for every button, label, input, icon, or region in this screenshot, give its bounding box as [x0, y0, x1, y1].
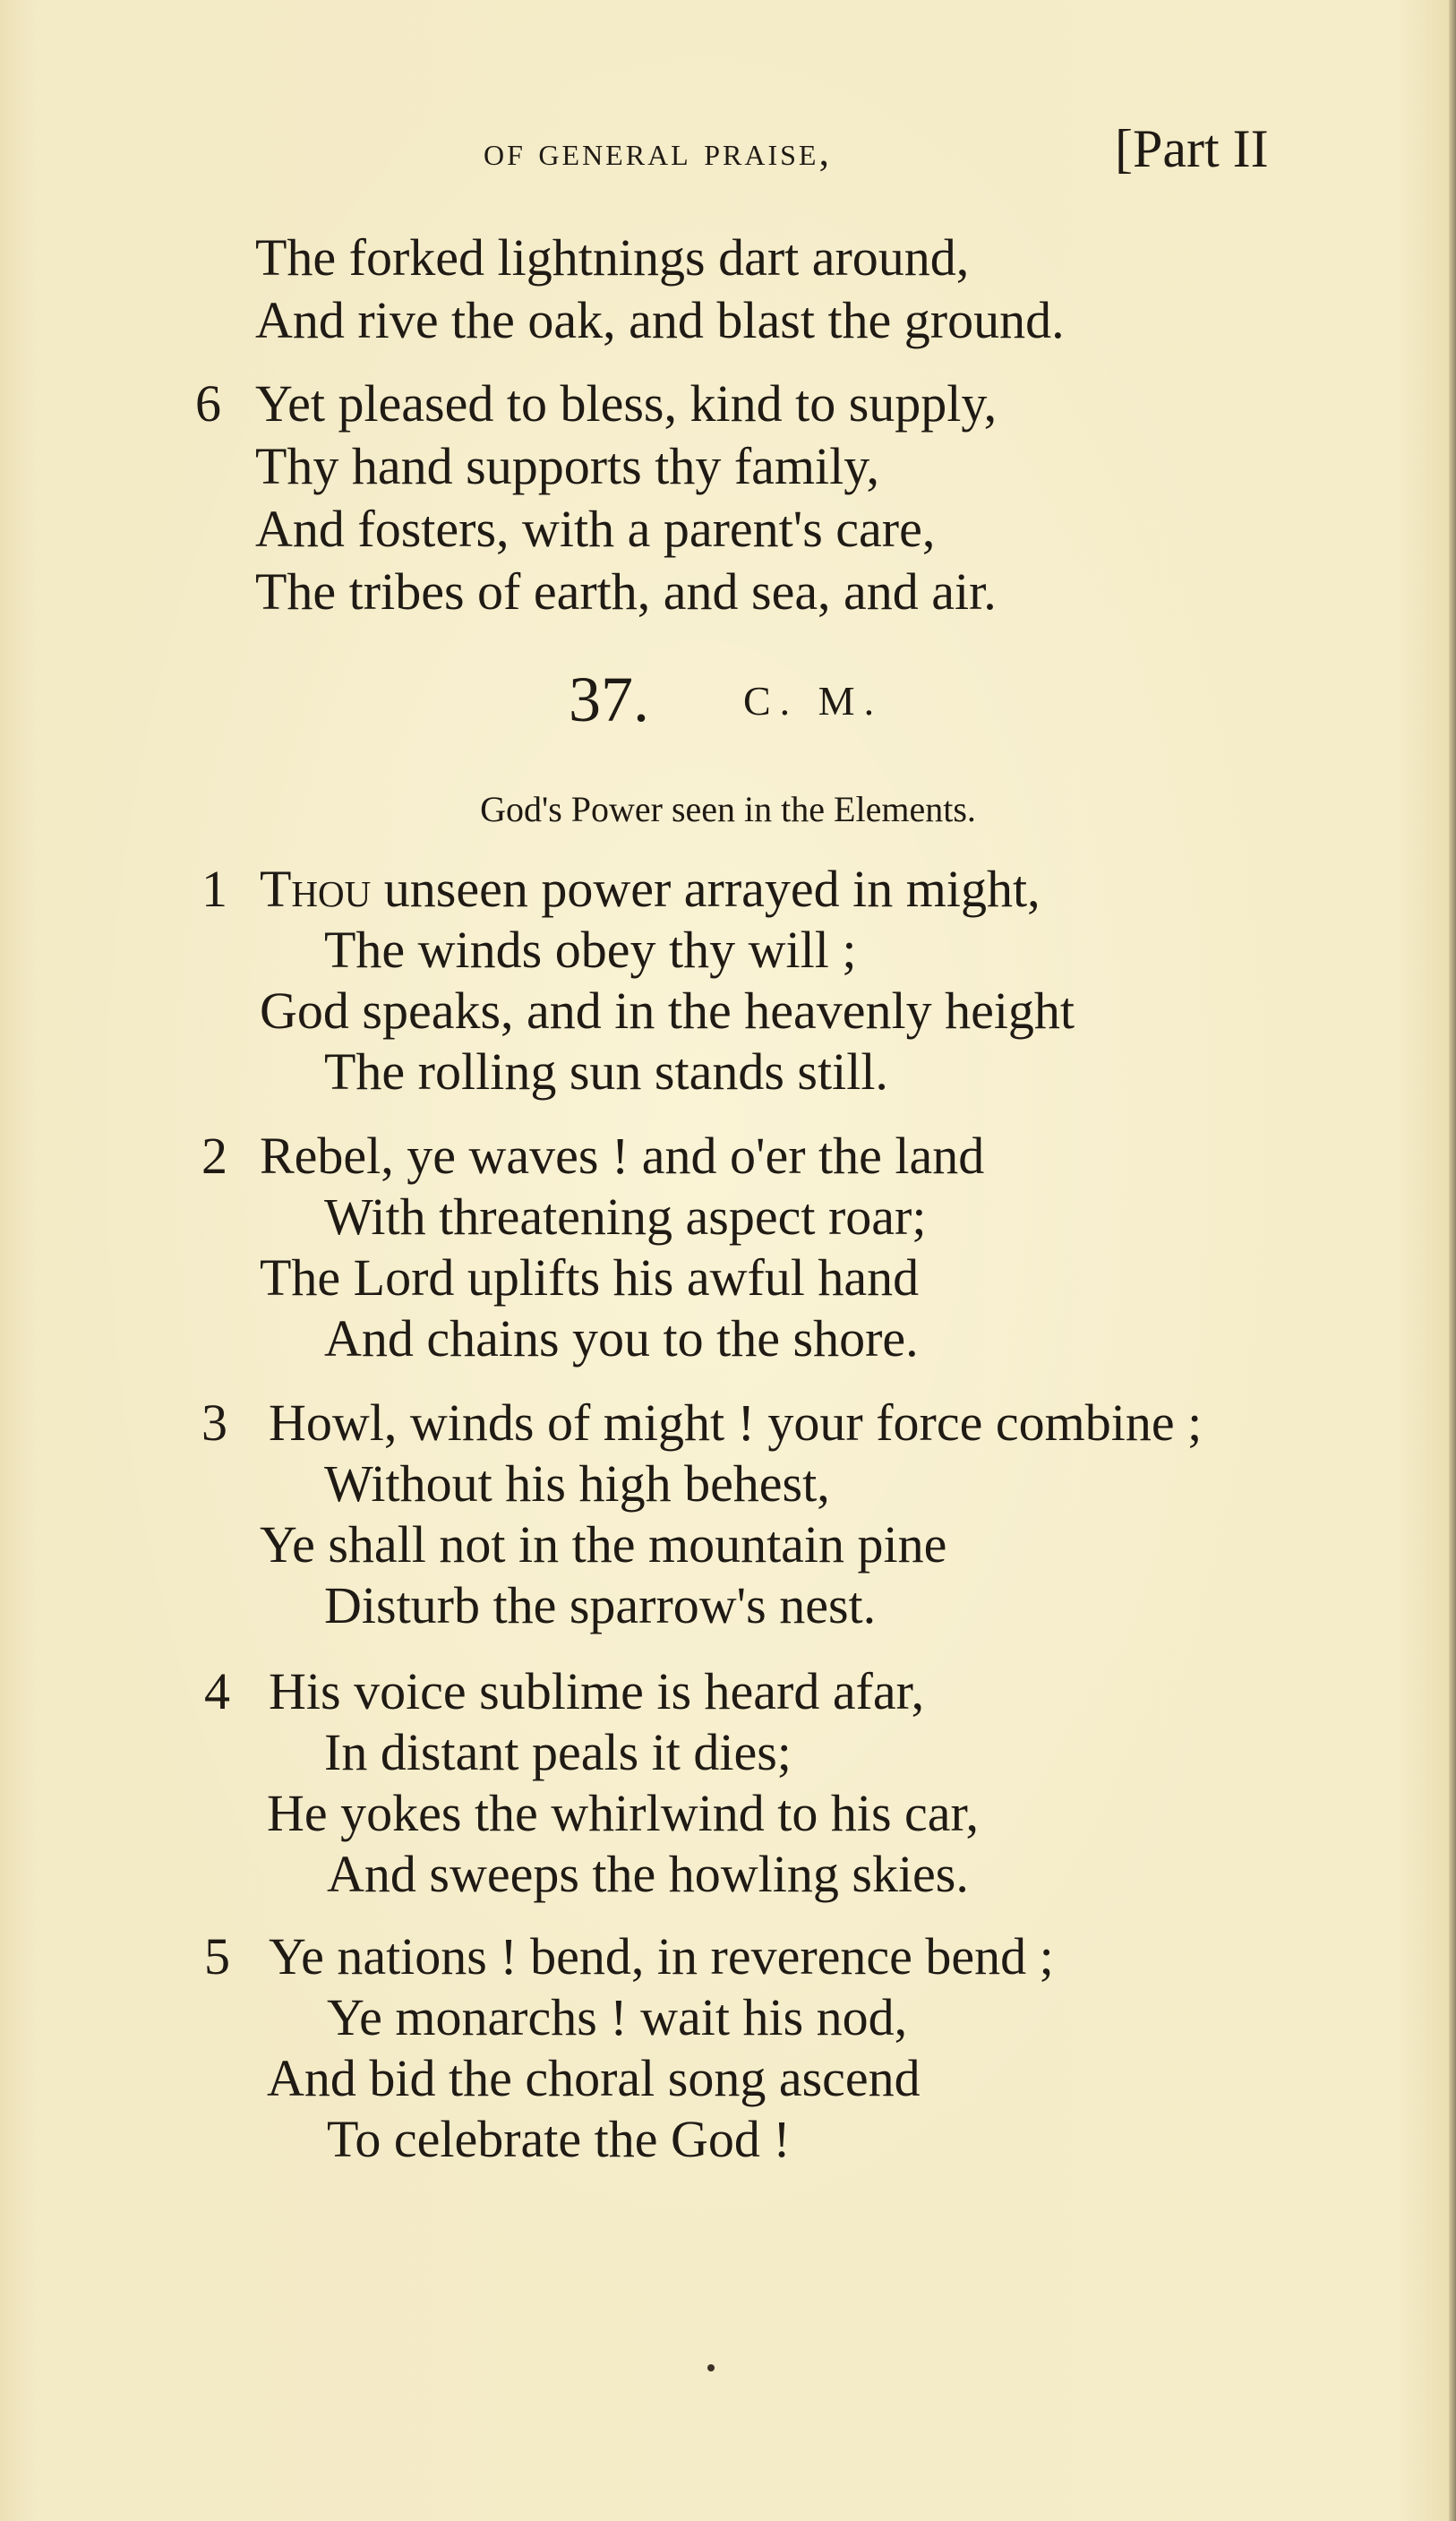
verse-line: Rebel, ye waves ! and o'er the land	[260, 1127, 985, 1185]
running-header	[0, 118, 1456, 190]
verse-line: He yokes the whirlwind to his car,	[267, 1784, 980, 1842]
hymn-meter: C. M.	[743, 678, 884, 724]
verse-line: God speaks, and in the heavenly height	[260, 982, 1075, 1040]
stanza-number: 1	[201, 860, 227, 918]
verse-line: Howl, winds of might ! your force combine ;	[269, 1393, 1203, 1452]
verse-line: The winds obey thy will ;	[324, 921, 857, 979]
verse-line: Ye shall not in the mountain pine	[260, 1515, 947, 1573]
verse-line: The Lord uplifts his awful hand	[260, 1248, 920, 1307]
verse-line: Ye monarchs ! wait his nod,	[327, 1988, 908, 2046]
verse-line: In distant peals it dies;	[324, 1723, 792, 1781]
verse-line: Yet pleased to bless, kind to supply,	[255, 374, 998, 433]
verse-line-rest: unseen power arrayed in might,	[383, 860, 1041, 918]
verse-line: His voice sublime is heard afar,	[269, 1662, 925, 1720]
verse-line: And sweeps the howling skies.	[327, 1845, 969, 1903]
verse-line: The tribes of earth, and sea, and air.	[255, 562, 997, 621]
verse-line: Thy hand supports thy family,	[255, 437, 879, 495]
page-mark	[707, 2364, 715, 2371]
verse-first-word: Thou	[260, 860, 372, 918]
running-head-title: of general praise,	[484, 128, 832, 174]
verse-line: Disturb the sparrow's nest.	[324, 1576, 877, 1634]
continuation-line: And rive the oak, and blast the ground.	[255, 291, 1065, 349]
verse-line: To celebrate the God !	[327, 2110, 791, 2168]
stanza-number: 6	[195, 374, 221, 433]
part-label: [Part II	[1115, 119, 1269, 178]
verse-line: And fosters, with a parent's care,	[255, 500, 936, 558]
stanza-number: 3	[201, 1393, 227, 1452]
stanza-number: 4	[204, 1662, 230, 1720]
stanza-number: 2	[201, 1127, 227, 1185]
verse-line: Ye nations ! bend, in reverence bend ;	[269, 1927, 1054, 1985]
page-edge	[1449, 0, 1456, 2521]
continuation-line: The forked lightnings dart around,	[255, 228, 970, 287]
verse-line: The rolling sun stands still.	[324, 1042, 888, 1101]
verse-line: Without his high behest,	[324, 1454, 830, 1513]
hymn-title: God's Power seen in the Elements.	[480, 789, 976, 829]
stanza-number: 5	[204, 1927, 230, 1985]
hymn-number: 37.	[569, 664, 649, 735]
verse-line	[260, 860, 1041, 919]
verse-line: With threatening aspect roar;	[324, 1188, 927, 1246]
hymn-heading	[0, 663, 1456, 743]
verse-line: And chains you to the shore.	[324, 1309, 919, 1368]
verse-line: And bid the choral song ascend	[267, 2049, 921, 2107]
